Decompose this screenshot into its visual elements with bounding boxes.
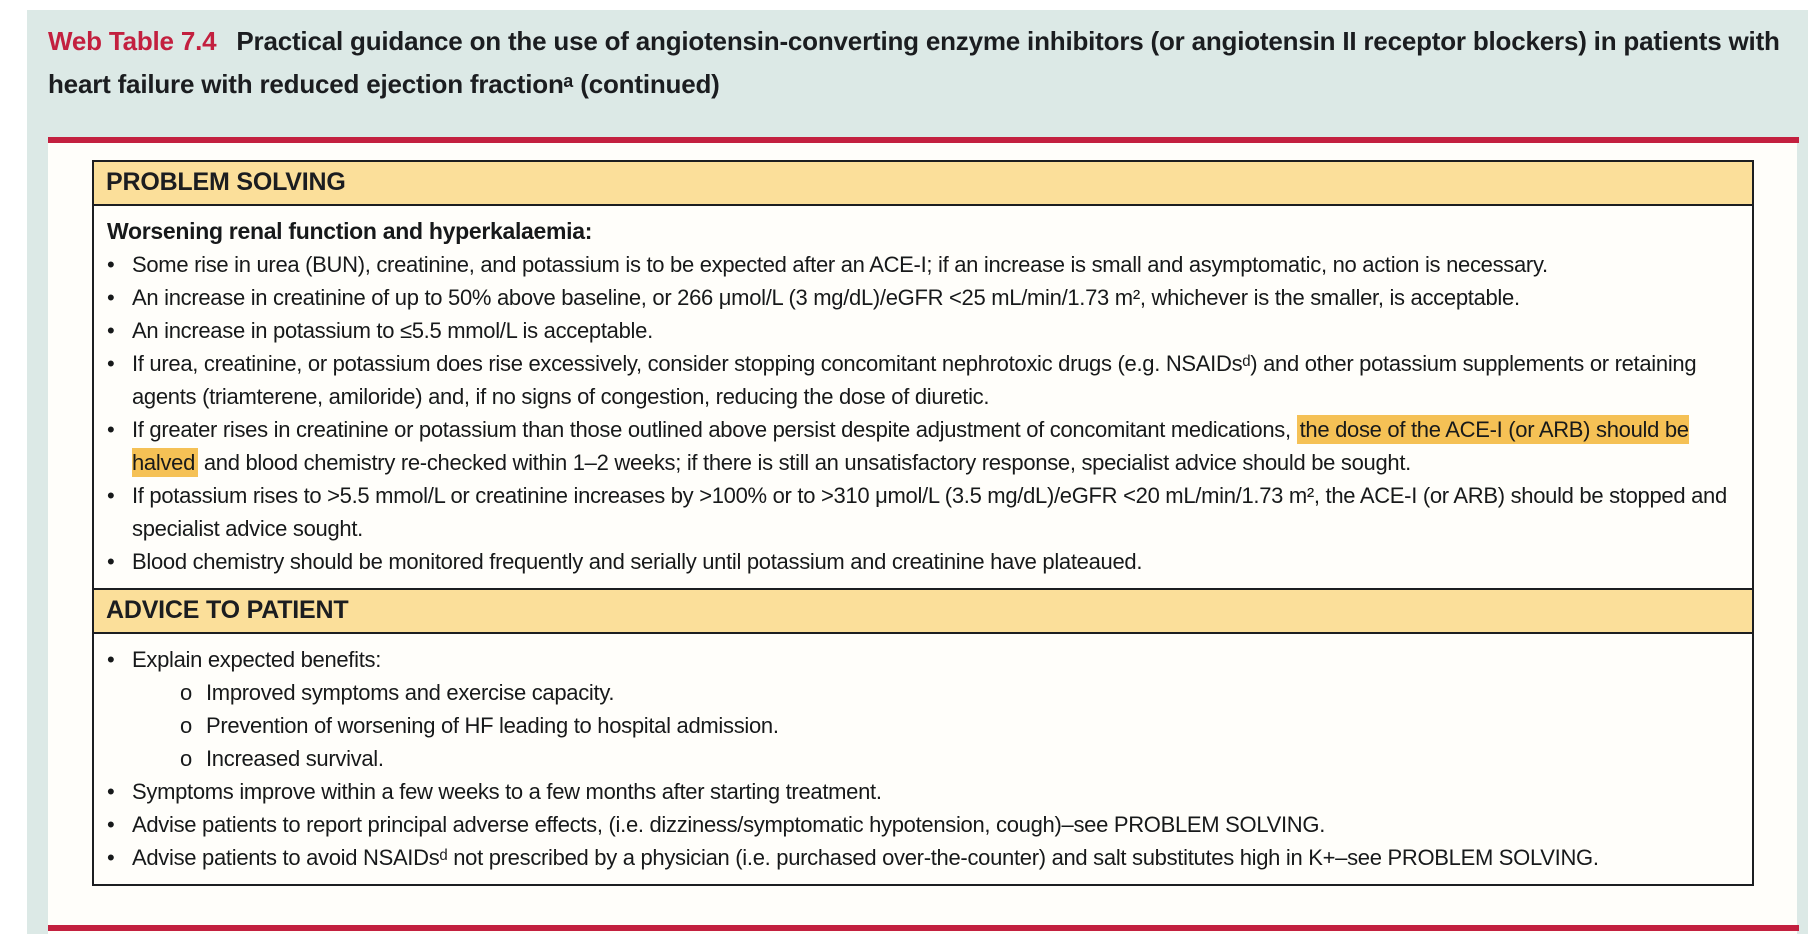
list-item: [94, 643, 1736, 676]
bullet-marker: •: [107, 779, 115, 804]
bullet-marker: •: [107, 318, 115, 343]
guidance-table: [92, 160, 1754, 886]
bullet-marker: •: [107, 483, 115, 508]
highlight-pre-text: If greater rises in creatinine or potassium than those outlined above persist despite adjustment of concomitant medications,: [132, 417, 1297, 442]
list-item-with-highlight: [94, 413, 1736, 479]
list-item-text: Some rise in urea (BUN), creatinine, and potassium is to be expected after an ACE-I; if an increase is small and asymptomatic, no action is necessary.: [132, 252, 1548, 277]
bullet-marker: •: [107, 252, 115, 277]
list-item: [94, 248, 1736, 281]
highlighted-text: the dose of the ACE-I (or ARB) should be halved: [132, 417, 1689, 475]
section-body-advice-to-patient: [94, 634, 1752, 884]
list-item: [94, 775, 1736, 808]
table-title: [48, 20, 1784, 106]
bullet-marker: •: [107, 845, 115, 870]
bullet-marker: •: [107, 417, 115, 442]
section-header-problem-solving: PROBLEM SOLVING: [94, 162, 1752, 206]
section-intro: Worsening renal function and hyperkalaemia:: [107, 218, 593, 244]
list-item-text: [132, 415, 1689, 477]
footer-divider-rule: [48, 925, 1799, 931]
list-item: [94, 314, 1736, 347]
list-item-text: Advise patients to avoid NSAIDsᵈ not prescribed by a physician (i.e. purchased over-the-counter) and salt substitutes high in K+–see PROBLEM SOLVING.: [132, 845, 1599, 870]
list-item-text: Explain expected benefits:: [132, 647, 382, 672]
sub-list-item-text: Increased survival.: [206, 746, 384, 771]
list-item: [94, 347, 1736, 413]
list-item-text: An increase in creatinine of up to 50% above baseline, or 266 μmol/L (3 mg/dL)/eGFR <25 mL/min/1.73 m², whichever is the smaller, is acceptable.: [132, 285, 1520, 310]
list-item-text: Advise patients to report principal adverse effects, (i.e. dizziness/symptomatic hypotension, cough)–see PROBLEM SOLVING.: [132, 812, 1326, 837]
list-item-text: If potassium rises to >5.5 mmol/L or creatinine increases by >100% or to >310 μmol/L (3.5 mg/dL)/eGFR <20 mL/min/1.73 m², the ACE-I (or ARB) should be stopped and specialist advice sought.: [132, 483, 1727, 541]
list-item-text: Blood chemistry should be monitored frequently and serially until potassium and creatinine have plateaued.: [132, 549, 1143, 574]
bullet-marker: •: [107, 285, 115, 310]
bullet-marker: •: [107, 549, 115, 574]
list-item: [94, 808, 1736, 841]
table-number-label: Web Table 7.4: [48, 26, 217, 56]
section-body-problem-solving: [94, 206, 1752, 588]
sub-bullet-marker: o: [180, 746, 192, 771]
list-item: [94, 281, 1736, 314]
table-caption: Practical guidance on the use of angiotensin-converting enzyme inhibitors (or angiotensin II receptor blockers) in patients with heart failure with reduced ejection fractionᵃ (continued): [48, 26, 1780, 99]
sub-list-item-text: Prevention of worsening of HF leading to hospital admission.: [206, 713, 779, 738]
bullet-marker: •: [107, 647, 115, 672]
list-item: [94, 479, 1736, 545]
highlight-post-text: and blood chemistry re-checked within 1–2 weeks; if there is still an unsatisfactory response, specialist advice should be sought.: [198, 450, 1411, 475]
sub-bullet-marker: o: [180, 680, 192, 705]
list-item-text: If urea, creatinine, or potassium does rise excessively, consider stopping concomitant nephrotoxic drugs (e.g. NSAIDsᵈ) and other potassium supplements or retaining agents (triamterene, amiloride) and, if no signs of congestion, reducing the dose of diuretic.: [132, 351, 1697, 409]
sub-bullet-marker: o: [180, 713, 192, 738]
sub-list-item-text: Improved symptoms and exercise capacity.: [206, 680, 615, 705]
list-item: [94, 545, 1736, 578]
bullet-marker: •: [107, 351, 115, 376]
list-item-text: Symptoms improve within a few weeks to a few months after starting treatment.: [132, 779, 882, 804]
bullet-marker: •: [107, 812, 115, 837]
section-header-advice-to-patient: ADVICE TO PATIENT: [94, 588, 1752, 634]
list-item: [94, 841, 1736, 874]
sub-list-item: [94, 742, 1736, 775]
sub-list-item: [94, 709, 1736, 742]
list-item-text: An increase in potassium to ≤5.5 mmol/L is acceptable.: [132, 318, 653, 343]
sub-list-item: [94, 676, 1736, 709]
title-divider-rule: [48, 137, 1799, 143]
